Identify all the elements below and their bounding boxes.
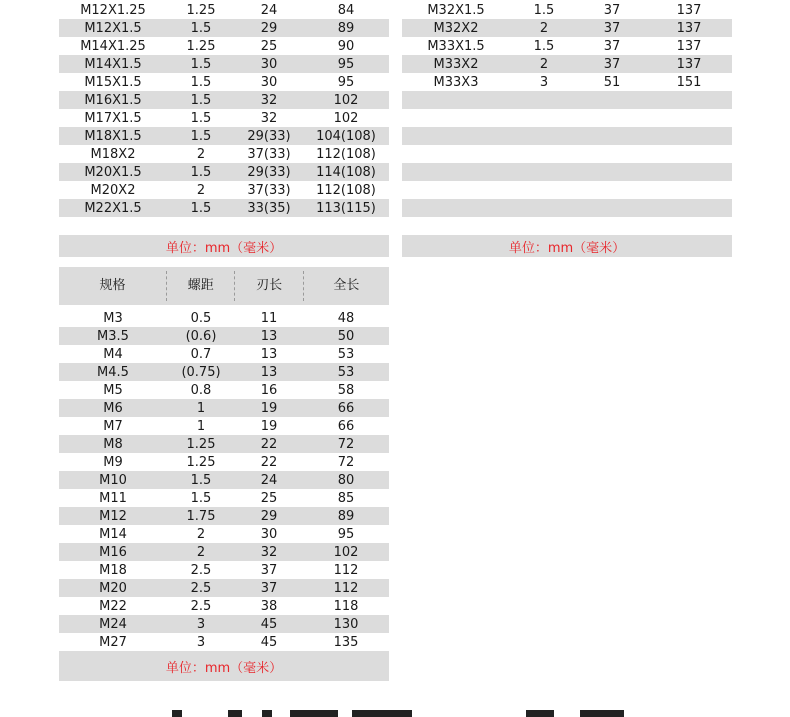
blade-length-cell: 25 bbox=[260, 490, 278, 506]
top-left-unit-label: 单位：mm（毫米） bbox=[59, 235, 389, 257]
spec-cell: M3.5 bbox=[97, 328, 129, 344]
blade-length-cell: 37 bbox=[260, 562, 278, 578]
blade-length-cell: 37 bbox=[603, 2, 621, 18]
table-row bbox=[59, 615, 389, 633]
cropped-fragment bbox=[526, 710, 554, 717]
cropped-fragment bbox=[172, 710, 182, 717]
total-length-cell: 72 bbox=[337, 436, 355, 452]
spec-cell: M4 bbox=[103, 346, 123, 362]
table-row bbox=[402, 1, 732, 19]
pitch-cell: 1.5 bbox=[533, 2, 555, 18]
blade-length-cell: 22 bbox=[260, 436, 278, 452]
spec-cell: M14X1.25 bbox=[80, 38, 146, 54]
table-row bbox=[402, 181, 732, 199]
pitch-cell: 2.5 bbox=[190, 580, 212, 596]
spec-cell: M8 bbox=[103, 436, 123, 452]
cropped-content-strip bbox=[0, 700, 790, 717]
total-length-cell: 48 bbox=[337, 310, 355, 326]
pitch-cell: 3 bbox=[196, 634, 206, 650]
table-row bbox=[59, 145, 389, 163]
total-length-cell: 66 bbox=[337, 400, 355, 416]
total-length-cell: 118 bbox=[333, 598, 359, 614]
blade-length-cell: 24 bbox=[260, 2, 278, 18]
total-length-cell: 102 bbox=[333, 544, 359, 560]
total-length-cell: 95 bbox=[337, 74, 355, 90]
spec-cell: M6 bbox=[103, 400, 123, 416]
blade-length-cell: 29 bbox=[260, 20, 278, 36]
pitch-cell: 1.25 bbox=[186, 436, 216, 452]
table-row bbox=[59, 363, 389, 381]
table-row bbox=[59, 199, 389, 217]
blade-length-cell: 16 bbox=[260, 382, 278, 398]
blade-length-cell: 38 bbox=[260, 598, 278, 614]
blade-length-cell: 22 bbox=[260, 454, 278, 470]
spec-cell: M12 bbox=[99, 508, 127, 524]
table-row bbox=[59, 163, 389, 181]
blade-length-cell: 45 bbox=[260, 616, 278, 632]
spec-cell: M3 bbox=[103, 310, 123, 326]
total-length-cell: 72 bbox=[337, 454, 355, 470]
total-length-cell: 95 bbox=[337, 56, 355, 72]
pitch-cell: 1.5 bbox=[190, 200, 212, 216]
spec-cell: M18 bbox=[99, 562, 127, 578]
pitch-cell: 1.5 bbox=[190, 490, 212, 506]
pitch-cell: (0.75) bbox=[181, 364, 221, 380]
total-length-cell: 113(115) bbox=[316, 200, 376, 216]
pitch-cell: 1.5 bbox=[190, 56, 212, 72]
total-length-cell: 84 bbox=[337, 2, 355, 18]
total-length-cell: 90 bbox=[337, 38, 355, 54]
total-length-cell: 137 bbox=[676, 56, 702, 72]
table-row bbox=[402, 145, 732, 163]
total-length-cell: 135 bbox=[333, 634, 359, 650]
bottom-unit-label: 单位：mm（毫米） bbox=[59, 651, 389, 681]
spec-cell: M27 bbox=[99, 634, 127, 650]
total-length-cell: 104(108) bbox=[316, 128, 376, 144]
table-row bbox=[59, 1, 389, 19]
total-length-cell: 58 bbox=[337, 382, 355, 398]
cropped-fragment bbox=[352, 710, 412, 717]
pitch-cell: 1.25 bbox=[186, 38, 216, 54]
table-row bbox=[402, 109, 732, 127]
spec-cell: M15X1.5 bbox=[84, 74, 142, 90]
blade-length-cell: 30 bbox=[260, 526, 278, 542]
table-row bbox=[59, 633, 389, 651]
pitch-cell: 1.25 bbox=[186, 454, 216, 470]
cropped-fragment bbox=[228, 710, 242, 717]
total-length-cell: 151 bbox=[676, 74, 702, 90]
spec-cell: M20X2 bbox=[90, 182, 136, 198]
total-length-cell: 102 bbox=[333, 110, 359, 126]
table-row bbox=[59, 73, 389, 91]
spec-cell: M16X1.5 bbox=[84, 92, 142, 108]
pitch-cell: 1.5 bbox=[190, 74, 212, 90]
pitch-cell: 2 bbox=[196, 526, 206, 542]
table-row bbox=[59, 55, 389, 73]
spec-cell: M10 bbox=[99, 472, 127, 488]
pitch-cell: 3 bbox=[196, 616, 206, 632]
spec-cell: M9 bbox=[103, 454, 123, 470]
table-row bbox=[59, 109, 389, 127]
header-total-length: 全长 bbox=[333, 278, 360, 293]
total-length-cell: 53 bbox=[337, 364, 355, 380]
table-row bbox=[402, 127, 732, 145]
blade-length-cell: 51 bbox=[603, 74, 621, 90]
total-length-cell: 130 bbox=[333, 616, 359, 632]
pitch-cell: 1.25 bbox=[186, 2, 216, 18]
table-row bbox=[59, 19, 389, 37]
bottom-table-header bbox=[59, 267, 389, 305]
blade-length-cell: 29 bbox=[260, 508, 278, 524]
total-length-cell: 112(108) bbox=[316, 146, 376, 162]
header-pitch: 螺距 bbox=[167, 271, 235, 301]
spec-cell: M33X2 bbox=[433, 56, 479, 72]
pitch-cell: 2 bbox=[196, 182, 206, 198]
table-row bbox=[59, 127, 389, 145]
spec-cell: M22 bbox=[99, 598, 127, 614]
cropped-fragment bbox=[262, 710, 272, 717]
blade-length-cell: 32 bbox=[260, 110, 278, 126]
table-row bbox=[59, 435, 389, 453]
table-row bbox=[59, 309, 389, 327]
blade-length-cell: 30 bbox=[260, 74, 278, 90]
spec-cell: M12X1.25 bbox=[80, 2, 146, 18]
table-row bbox=[402, 199, 732, 217]
top-left-table bbox=[59, 1, 389, 257]
pitch-cell: 1.5 bbox=[190, 164, 212, 180]
spec-cell: M14 bbox=[99, 526, 127, 542]
pitch-cell: 2 bbox=[539, 20, 549, 36]
table-row bbox=[402, 19, 732, 37]
pitch-cell: 1.5 bbox=[190, 472, 212, 488]
table-row bbox=[59, 327, 389, 345]
pitch-cell: 2 bbox=[196, 544, 206, 560]
table-row bbox=[59, 543, 389, 561]
header-blade-length: 刃长 bbox=[235, 271, 303, 301]
blade-length-cell: 32 bbox=[260, 92, 278, 108]
cropped-fragment bbox=[580, 710, 624, 717]
pitch-cell: 2.5 bbox=[190, 598, 212, 614]
pitch-cell: 2 bbox=[539, 56, 549, 72]
blade-length-cell: 37 bbox=[603, 56, 621, 72]
blade-length-cell: 33(35) bbox=[247, 200, 291, 216]
spec-cell: M20X1.5 bbox=[84, 164, 142, 180]
blade-length-cell: 11 bbox=[260, 310, 278, 326]
table-row bbox=[59, 489, 389, 507]
spec-cell: M22X1.5 bbox=[84, 200, 142, 216]
spec-cell: M18X2 bbox=[90, 146, 136, 162]
total-length-cell: 50 bbox=[337, 328, 355, 344]
total-length-cell: 66 bbox=[337, 418, 355, 434]
pitch-cell: 1.5 bbox=[190, 20, 212, 36]
spec-cell: M12X1.5 bbox=[84, 20, 142, 36]
pitch-cell: 1.5 bbox=[190, 92, 212, 108]
blade-length-cell: 29(33) bbox=[247, 164, 291, 180]
table-row bbox=[59, 37, 389, 55]
pitch-cell: 0.7 bbox=[190, 346, 212, 362]
blade-length-cell: 25 bbox=[260, 38, 278, 54]
table-row bbox=[59, 217, 389, 235]
spec-cell: M33X3 bbox=[433, 74, 479, 90]
spec-cell: M33X1.5 bbox=[427, 38, 485, 54]
table-row bbox=[59, 471, 389, 489]
spec-cell: M11 bbox=[99, 490, 127, 506]
total-length-cell: 85 bbox=[337, 490, 355, 506]
spec-cell: M4.5 bbox=[97, 364, 129, 380]
pitch-cell: 2 bbox=[196, 146, 206, 162]
pitch-cell: 2.5 bbox=[190, 562, 212, 578]
pitch-cell: 1.5 bbox=[533, 38, 555, 54]
total-length-cell: 95 bbox=[337, 526, 355, 542]
total-length-cell: 89 bbox=[337, 508, 355, 524]
spec-cell: M14X1.5 bbox=[84, 56, 142, 72]
pitch-cell: 3 bbox=[539, 74, 549, 90]
total-length-cell: 137 bbox=[676, 38, 702, 54]
blade-length-cell: 19 bbox=[260, 418, 278, 434]
cropped-fragment bbox=[290, 710, 338, 717]
spec-cell: M32X2 bbox=[433, 20, 479, 36]
blade-length-cell: 37(33) bbox=[247, 146, 291, 162]
blade-length-cell: 37 bbox=[603, 38, 621, 54]
spec-cell: M24 bbox=[99, 616, 127, 632]
top-right-unit-label: 单位：mm（毫米） bbox=[402, 235, 732, 257]
blade-length-cell: 24 bbox=[260, 472, 278, 488]
blade-length-cell: 32 bbox=[260, 544, 278, 560]
total-length-cell: 114(108) bbox=[316, 164, 376, 180]
total-length-cell: 112 bbox=[333, 562, 359, 578]
table-row bbox=[59, 417, 389, 435]
bottom-table-body bbox=[59, 309, 389, 651]
header-spec: 规格 bbox=[59, 271, 167, 301]
total-length-cell: 53 bbox=[337, 346, 355, 362]
spec-cell: M16 bbox=[99, 544, 127, 560]
blade-length-cell: 37 bbox=[603, 20, 621, 36]
blade-length-cell: 13 bbox=[260, 364, 278, 380]
table-row bbox=[402, 217, 732, 235]
blade-length-cell: 37 bbox=[260, 580, 278, 596]
spec-cell: M20 bbox=[99, 580, 127, 596]
table-row bbox=[59, 453, 389, 471]
blade-length-cell: 13 bbox=[260, 346, 278, 362]
table-row bbox=[402, 163, 732, 181]
pitch-cell: (0.6) bbox=[185, 328, 217, 344]
total-length-cell: 137 bbox=[676, 2, 702, 18]
table-row bbox=[402, 37, 732, 55]
table-row bbox=[59, 345, 389, 363]
blade-length-cell: 37(33) bbox=[247, 182, 291, 198]
spec-cell: M18X1.5 bbox=[84, 128, 142, 144]
total-length-cell: 102 bbox=[333, 92, 359, 108]
table-row bbox=[402, 73, 732, 91]
pitch-cell: 1.75 bbox=[186, 508, 216, 524]
table-row bbox=[59, 561, 389, 579]
total-length-cell: 112 bbox=[333, 580, 359, 596]
spec-cell: M7 bbox=[103, 418, 123, 434]
spec-cell: M5 bbox=[103, 382, 123, 398]
table-row bbox=[59, 381, 389, 399]
table-row bbox=[59, 525, 389, 543]
top-left-table-body bbox=[59, 1, 389, 235]
table-row bbox=[59, 507, 389, 525]
table-row bbox=[402, 55, 732, 73]
table-row bbox=[59, 399, 389, 417]
pitch-cell: 0.5 bbox=[190, 310, 212, 326]
total-length-cell: 80 bbox=[337, 472, 355, 488]
bottom-table bbox=[59, 267, 389, 681]
table-row bbox=[59, 181, 389, 199]
pitch-cell: 1.5 bbox=[190, 110, 212, 126]
pitch-cell: 0.8 bbox=[190, 382, 212, 398]
spec-cell: M17X1.5 bbox=[84, 110, 142, 126]
top-right-table-body bbox=[402, 1, 732, 235]
blade-length-cell: 30 bbox=[260, 56, 278, 72]
spec-cell: M32X1.5 bbox=[427, 2, 485, 18]
blade-length-cell: 13 bbox=[260, 328, 278, 344]
total-length-cell: 89 bbox=[337, 20, 355, 36]
total-length-cell: 137 bbox=[676, 20, 702, 36]
pitch-cell: 1 bbox=[196, 418, 206, 434]
blade-length-cell: 29(33) bbox=[247, 128, 291, 144]
pitch-cell: 1.5 bbox=[190, 128, 212, 144]
pitch-cell: 1 bbox=[196, 400, 206, 416]
table-row bbox=[59, 579, 389, 597]
top-right-table bbox=[402, 1, 732, 257]
total-length-cell: 112(108) bbox=[316, 182, 376, 198]
table-row bbox=[402, 91, 732, 109]
table-row bbox=[59, 597, 389, 615]
blade-length-cell: 19 bbox=[260, 400, 278, 416]
table-row bbox=[59, 91, 389, 109]
blade-length-cell: 45 bbox=[260, 634, 278, 650]
